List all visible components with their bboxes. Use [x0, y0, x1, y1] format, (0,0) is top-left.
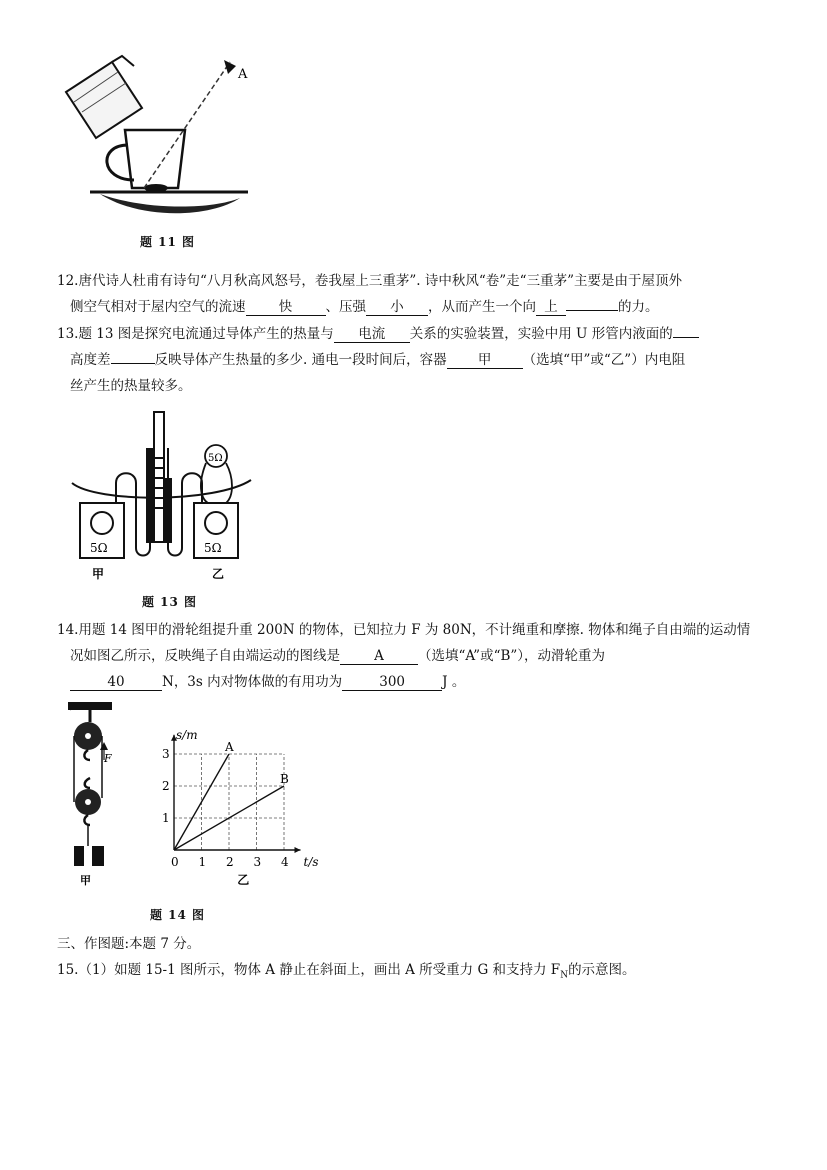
question-14-line-3	[57, 669, 777, 695]
question-14-line-1	[57, 617, 777, 643]
x-axis-label: t/s	[303, 855, 319, 869]
question-12-answer-2: 小	[390, 299, 404, 315]
question-13-text-1b: 关系的实验装置，实验中用 U 形管内液面的	[409, 326, 673, 342]
question-15-text-a: （1）如题 15-1 图所示，物体 A 静止在斜面上，画出 A 所受重力 G 和支持力 F	[78, 962, 561, 978]
figure-14-pulley-drawing	[60, 700, 120, 890]
series-label-A: A	[225, 740, 234, 754]
question-14-text-3a: N，3s 内对物体做的有用功为	[162, 674, 343, 690]
question-12-text-2a: 侧空气相对于屋内空气的流速	[70, 299, 246, 315]
figure-14-chart-svg	[150, 715, 330, 895]
question-12-number: 12.	[57, 273, 79, 289]
figure-13-resistor-top: 5Ω	[208, 453, 223, 464]
question-13-line-2	[57, 347, 777, 373]
question-13	[57, 321, 777, 399]
figure-14-label-yi: 乙	[237, 873, 250, 887]
question-12-text-2d: 的力。	[618, 299, 659, 315]
figure-14-chart	[150, 715, 330, 895]
question-13-line-3	[57, 373, 777, 399]
question-13-text-3: 丝产生的热量较多。	[70, 378, 192, 394]
x-tick-label-3: 3	[253, 855, 262, 869]
x-tick-label-2: 2	[226, 855, 234, 869]
question-14-blank-3[interactable]	[342, 674, 442, 691]
y-tick-label-2: 2	[162, 779, 170, 793]
series-label-B: B	[280, 772, 289, 786]
question-12-text-2c: ，从而产生一个向	[428, 299, 536, 315]
question-12-text-2b: 、压强	[325, 299, 366, 315]
question-13-text-1a: 题 13 图是探究电流通过导体产生的热量与	[78, 326, 334, 342]
figure-11-drawing	[60, 50, 250, 225]
figure-14-label-f: F	[104, 752, 112, 765]
figure-13-resistor-left: 5Ω	[90, 541, 108, 555]
question-13-blank-1[interactable]	[334, 326, 410, 343]
question-12-blank-3-tail	[566, 310, 618, 311]
question-14-answer-2: 40	[107, 674, 125, 690]
question-13-number: 13.	[57, 326, 79, 342]
figure-11-caption: 题 11 图	[140, 235, 196, 249]
figure-13-label-jia: 甲	[92, 567, 105, 581]
question-12-blank-2[interactable]	[366, 299, 428, 316]
y-tick-label-3: 3	[162, 747, 170, 761]
figure-14-label-jia: 甲	[80, 874, 91, 887]
question-13-text-2c: （选填“甲”或“乙”）内电阻	[522, 352, 686, 368]
question-14-number: 14.	[57, 622, 79, 638]
question-13-text-2a: 高度差	[70, 352, 111, 368]
question-12-answer-3: 上	[544, 299, 558, 315]
question-14-answer-3: 300	[379, 674, 406, 690]
question-13-blank-2[interactable]	[447, 352, 523, 369]
figure-14-caption: 题 14 图	[150, 908, 206, 922]
question-14-text-3b: J 。	[442, 674, 466, 690]
figure-13-caption: 题 13 图	[142, 595, 198, 609]
figure-13-resistor-right: 5Ω	[204, 541, 222, 555]
section-3-heading: 三、作图题:本题 7 分。	[57, 936, 201, 952]
figure-13-drawing	[66, 408, 256, 583]
x-tick-label-1: 1	[198, 855, 207, 869]
question-14-blank-2[interactable]	[70, 674, 162, 691]
figure-13	[66, 408, 256, 583]
x-tick-label-0: 0	[171, 855, 179, 869]
y-axis-label: s/m	[176, 727, 198, 742]
question-12-text-1: 唐代诗人杜甫有诗句“八月秋高风怒号，卷我屋上三重茅”. 诗中秋风“卷”走“三重茅”主要是由于屋顶外	[78, 273, 682, 289]
question-13-answer-2: 甲	[477, 352, 492, 368]
figure-14-pulley	[60, 700, 120, 890]
x-axis-arrow	[295, 847, 301, 853]
question-14-blank-1[interactable]	[340, 648, 418, 665]
question-15-subscript: N	[560, 970, 569, 981]
question-13-line-1	[57, 321, 777, 347]
figure-13-label-yi: 乙	[212, 567, 225, 581]
question-12-answer-1: 快	[278, 299, 293, 315]
question-14-text-1: 用题 14 图甲的滑轮组提升重 200N 的物体，已知拉力 F 为 80N，不计绳重和摩擦. 物体和绳子自由端的运动情	[78, 622, 751, 638]
question-14	[57, 617, 777, 695]
question-13-blank-1-tail	[673, 337, 699, 338]
figure-11-label-a: A	[238, 67, 248, 82]
question-15	[57, 957, 777, 989]
question-12	[57, 268, 777, 320]
question-14-text-2a: 况如图乙所示，反映绳子自由端运动的图线是	[70, 648, 340, 664]
question-14-line-2	[57, 643, 777, 669]
question-14-answer-1: A	[374, 648, 384, 664]
question-15-text-b: 的示意图。	[568, 962, 636, 978]
question-12-line-2	[57, 294, 777, 320]
question-12-line-1	[57, 268, 777, 294]
figure-11	[60, 50, 250, 225]
question-14-text-2b: （选填“A”或“B”），动滑轮重为	[418, 648, 606, 664]
question-13-text-2b: 反映导体产生热量的多少. 通电一段时间后，容器	[154, 352, 447, 368]
question-12-blank-1[interactable]	[246, 299, 326, 316]
question-12-blank-3[interactable]	[536, 299, 566, 316]
y-tick-label-1: 1	[162, 811, 170, 825]
x-tick-label-4: 4	[281, 855, 289, 869]
question-15-number: 15.	[57, 962, 79, 978]
question-13-answer-1: 电流	[358, 326, 386, 342]
question-13-blank-lead	[111, 363, 155, 364]
